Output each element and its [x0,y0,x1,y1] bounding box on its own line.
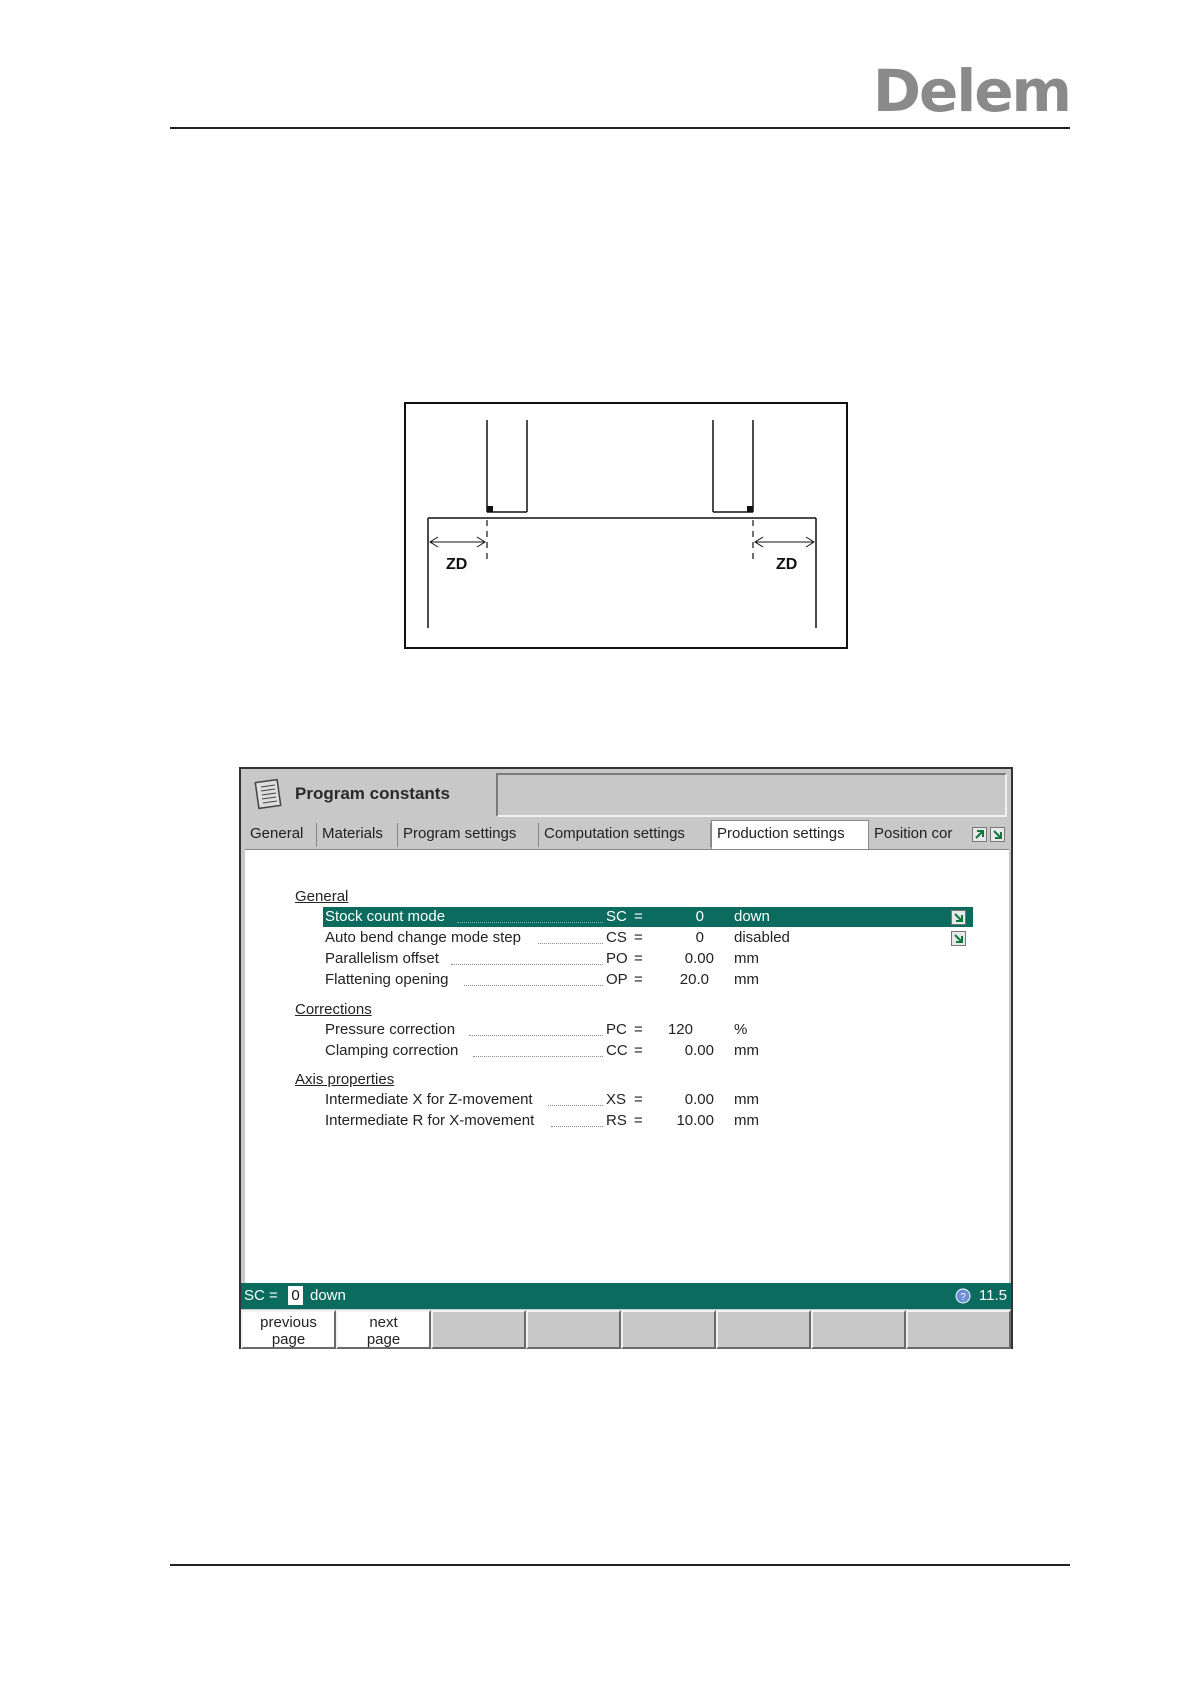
svg-text:?: ? [960,1292,966,1303]
row-code: OP [606,971,628,988]
tab-scroll-right-icon[interactable] [990,827,1005,842]
title-info-box [496,773,1007,817]
program-constants-screen [239,767,1013,1349]
softkey-4[interactable] [526,1310,621,1349]
row-code: CS [606,929,627,946]
row-equals: = [634,950,643,967]
row-value: 0.00 [684,1091,714,1108]
notebook-icon [253,778,283,815]
status-value-input[interactable]: 0 [288,1286,303,1305]
leader-dots [538,943,603,944]
row-label: Stock count mode [325,908,446,925]
row-pressure-correction[interactable] [323,1020,973,1040]
leader-dots [451,964,603,965]
softkey-6[interactable] [716,1310,811,1349]
row-code: XS [606,1091,627,1108]
row-unit: mm [734,1112,759,1129]
status-value-text: down [310,1287,346,1304]
row-value: 0 [695,908,704,925]
row-label: Pressure correction [325,1021,456,1038]
row-code: PO [606,950,628,967]
row-equals: = [634,1091,643,1108]
zd-right-label: ZD [776,556,798,573]
tab-computation-settings[interactable]: Computation settings [539,823,711,847]
row-value: 10.00 [676,1112,714,1129]
leader-dots [469,1035,603,1036]
zd-left-label: ZD [446,556,468,573]
leader-dots [551,1126,603,1127]
leader-dots [548,1105,603,1106]
next-page-button[interactable]: next page [336,1310,431,1349]
row-equals: = [634,1112,643,1129]
page-title: Program constants [295,784,450,803]
tab-general[interactable]: General [245,823,317,847]
leader-dots [457,922,603,923]
row-equals: = [634,929,643,946]
row-label: Intermediate X for Z-movement [325,1091,533,1108]
row-code: CC [606,1042,628,1059]
row-equals: = [634,971,643,988]
row-label: Auto bend change mode step [325,929,521,946]
tab-production-settings[interactable]: Production settings [711,820,869,849]
status-param-label: SC = [244,1287,278,1304]
row-equals: = [634,908,643,925]
tab-program-settings[interactable]: Program settings [398,823,539,847]
row-parallelism-offset[interactable] [323,949,973,969]
row-value: 120 [667,1021,693,1038]
footer-rule [170,1564,1070,1566]
row-value: 0 [695,929,704,946]
row-intermediate-x[interactable] [323,1090,973,1110]
tab-scroll-left-icon[interactable] [972,827,987,842]
settings-content [245,849,1009,1283]
softkey-7[interactable] [811,1310,906,1349]
tab-materials[interactable]: Materials [317,823,398,847]
section-corrections: Corrections [295,1001,372,1018]
softkey-8[interactable] [906,1310,1011,1349]
leader-dots [473,1056,603,1057]
row-unit: down [734,908,770,925]
zd-diagram [404,402,848,649]
row-code: SC [606,908,627,925]
row-unit: mm [734,1091,759,1108]
previous-page-button[interactable]: previous page [241,1310,336,1349]
row-intermediate-r[interactable] [323,1111,973,1131]
row-auto-bend-change-mode-step[interactable] [323,928,973,948]
row-equals: = [634,1042,643,1059]
softkey-5[interactable] [621,1310,716,1349]
row-label: Clamping correction [325,1042,459,1059]
row-unit: mm [734,971,759,988]
row-label: Flattening opening [325,971,449,988]
row-code: PC [606,1021,627,1038]
title-bar [241,769,1011,819]
row-value: 0.00 [684,1042,714,1059]
section-general: General [295,888,349,905]
leader-dots [464,985,603,986]
help-icon[interactable] [955,1288,971,1308]
edit-list-icon[interactable] [951,931,966,946]
status-bar [241,1283,1011,1309]
section-axis-properties: Axis properties [295,1071,395,1088]
row-unit: disabled [734,929,790,946]
row-label: Intermediate R for X-movement [325,1112,535,1129]
row-stock-count-mode[interactable] [323,907,973,927]
row-code: RS [606,1112,627,1129]
softkey-bar [241,1309,1011,1349]
row-value: 20.0 [679,971,709,988]
header-rule [170,127,1070,129]
tab-position-correction[interactable]: Position cor [874,825,953,842]
row-clamping-correction[interactable] [323,1041,973,1061]
delem-logo: Delem [872,57,1070,125]
row-unit: mm [734,950,759,967]
row-unit: mm [734,1042,759,1059]
row-flattening-opening[interactable] [323,970,973,990]
row-label: Parallelism offset [325,950,439,967]
softkey-3[interactable] [431,1310,526,1349]
edit-list-icon[interactable] [951,910,966,925]
tab-bar [245,821,1009,849]
row-value: 0.00 [684,950,714,967]
row-unit: % [734,1021,748,1038]
version-label: 11.5 [978,1287,1007,1304]
row-equals: = [634,1021,643,1038]
